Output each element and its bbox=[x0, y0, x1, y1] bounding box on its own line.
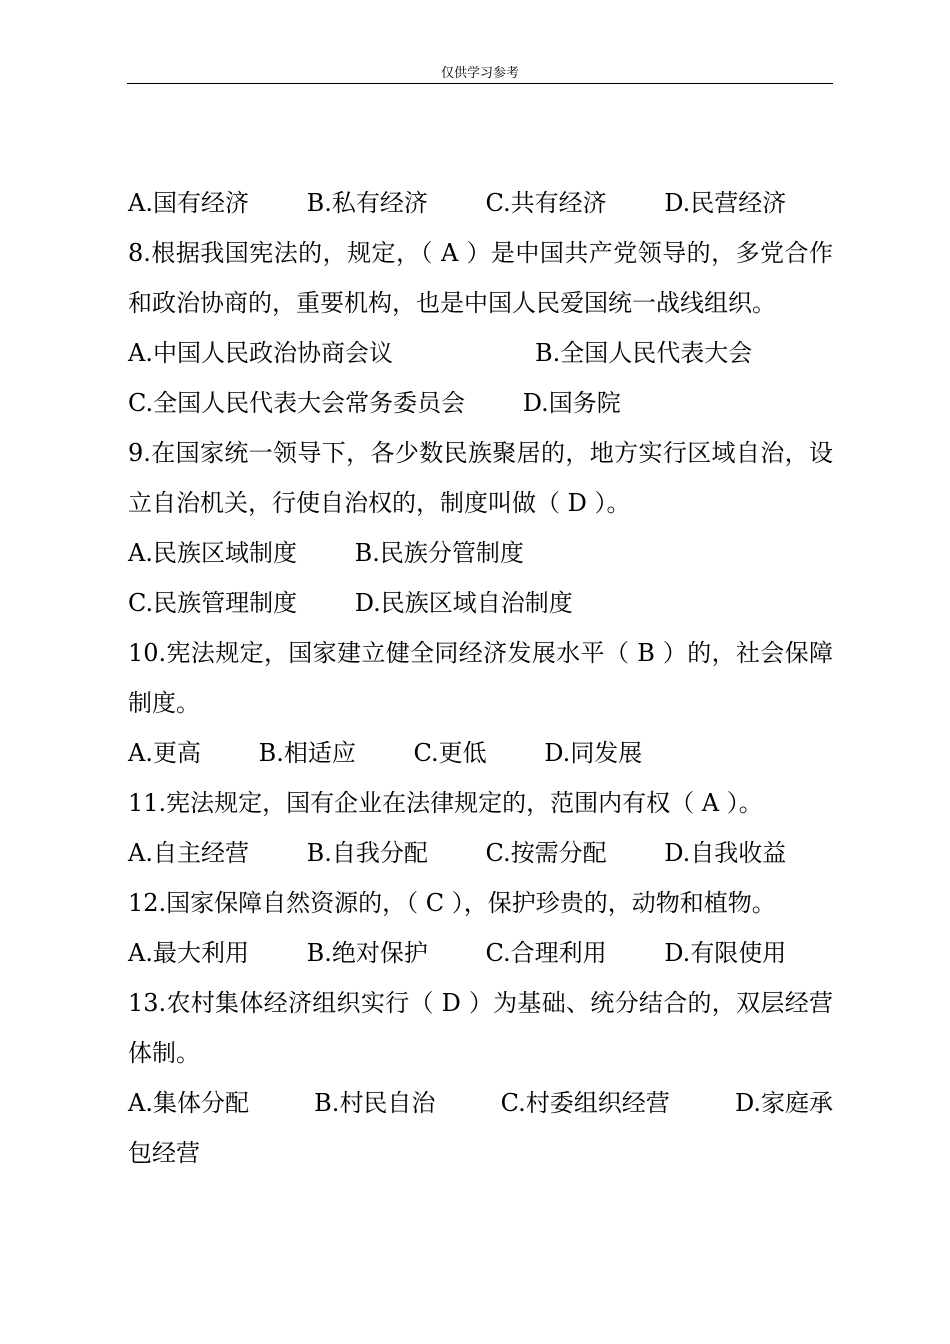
q9-option-a: A.民族区域制度 bbox=[128, 539, 297, 567]
q8-option-c: C.全国人民代表大会常务委员会 bbox=[128, 389, 466, 417]
q8-options-row-1 bbox=[128, 328, 833, 378]
q13-text-line-2: 体制。 bbox=[128, 1039, 200, 1067]
q10-option-c: C.更低 bbox=[413, 739, 487, 767]
q12-options bbox=[128, 928, 833, 978]
q12-option-d: D.有限使用 bbox=[664, 939, 787, 967]
q12-text: 12.国家保障自然资源的，（ C ），保护珍贵的，动物和植物。 bbox=[128, 889, 776, 917]
q9-options-row-2 bbox=[128, 578, 833, 628]
q13-option-d: D.家庭承 bbox=[734, 1089, 833, 1117]
q10-text-line-2: 制度。 bbox=[128, 689, 200, 717]
q12-option-a: A.最大利用 bbox=[128, 939, 249, 967]
q9-options-row-1 bbox=[128, 528, 833, 578]
q13-option-a: A.集体分配 bbox=[128, 1089, 249, 1117]
q7-options bbox=[128, 178, 833, 228]
q11-option-d: D.自我收益 bbox=[664, 839, 787, 867]
q8-options-row-2 bbox=[128, 378, 833, 428]
q10-option-d: D.同发展 bbox=[544, 739, 643, 767]
q7-option-a: A.国有经济 bbox=[128, 189, 249, 217]
q11-text: 11.宪法规定，国有企业在法律规定的，范围内有权（ A ）。 bbox=[128, 789, 763, 817]
q10-text-line-1: 10.宪法规定，国家建立健全同经济发展水平（ B ）的，社会保障 bbox=[128, 639, 833, 667]
q9-text-line-2: 立自治机关，行使自治权的，制度叫做（ D ）。 bbox=[128, 489, 631, 517]
page-header: 仅供学习参考 bbox=[440, 66, 519, 81]
q10-options bbox=[128, 728, 833, 778]
q11-option-a: A.自主经营 bbox=[128, 839, 249, 867]
q13-options bbox=[128, 1078, 833, 1128]
q8-text-line-1: 8.根据我国宪法的，规定，（ A ）是中国共产党领导的，多党合作 bbox=[128, 239, 833, 267]
q9-option-b: B.民族分管制度 bbox=[354, 539, 524, 567]
header-rule bbox=[127, 83, 833, 84]
q13-option-c: C.村委组织经营 bbox=[500, 1089, 670, 1117]
q7-option-d: D.民营经济 bbox=[664, 189, 787, 217]
q10-option-a: A.更高 bbox=[128, 739, 201, 767]
q11-option-c: C.按需分配 bbox=[485, 839, 607, 867]
q8-text-line-2: 和政治协商的，重要机构，也是中国人民爱国统一战线组织。 bbox=[128, 289, 776, 317]
q13-option-d-continued: 包经营 bbox=[128, 1139, 200, 1167]
q8-option-d: D.国务院 bbox=[522, 389, 621, 417]
q11-options bbox=[128, 828, 833, 878]
q11-option-b: B.自我分配 bbox=[306, 839, 428, 867]
question-content bbox=[128, 178, 833, 1178]
q7-option-c: C.共有经济 bbox=[485, 189, 607, 217]
q9-option-c: C.民族管理制度 bbox=[128, 589, 298, 617]
q10-option-b: B.相适应 bbox=[258, 739, 356, 767]
q12-option-c: C.合理利用 bbox=[485, 939, 607, 967]
q13-text-line-1: 13.农村集体经济组织实行（ D ）为基础、统分结合的，双层经营 bbox=[128, 989, 833, 1017]
q8-option-a: A.中国人民政治协商会议 bbox=[128, 339, 393, 367]
q8-option-b: B.全国人民代表大会 bbox=[535, 339, 753, 367]
q12-option-b: B.绝对保护 bbox=[306, 939, 428, 967]
q13-option-b: B.村民自治 bbox=[314, 1089, 436, 1117]
q7-option-b: B.私有经济 bbox=[306, 189, 428, 217]
q9-text-line-1: 9.在国家统一领导下，各少数民族聚居的，地方实行区域自治，设 bbox=[128, 439, 833, 467]
q9-option-d: D.民族区域自治制度 bbox=[354, 589, 573, 617]
